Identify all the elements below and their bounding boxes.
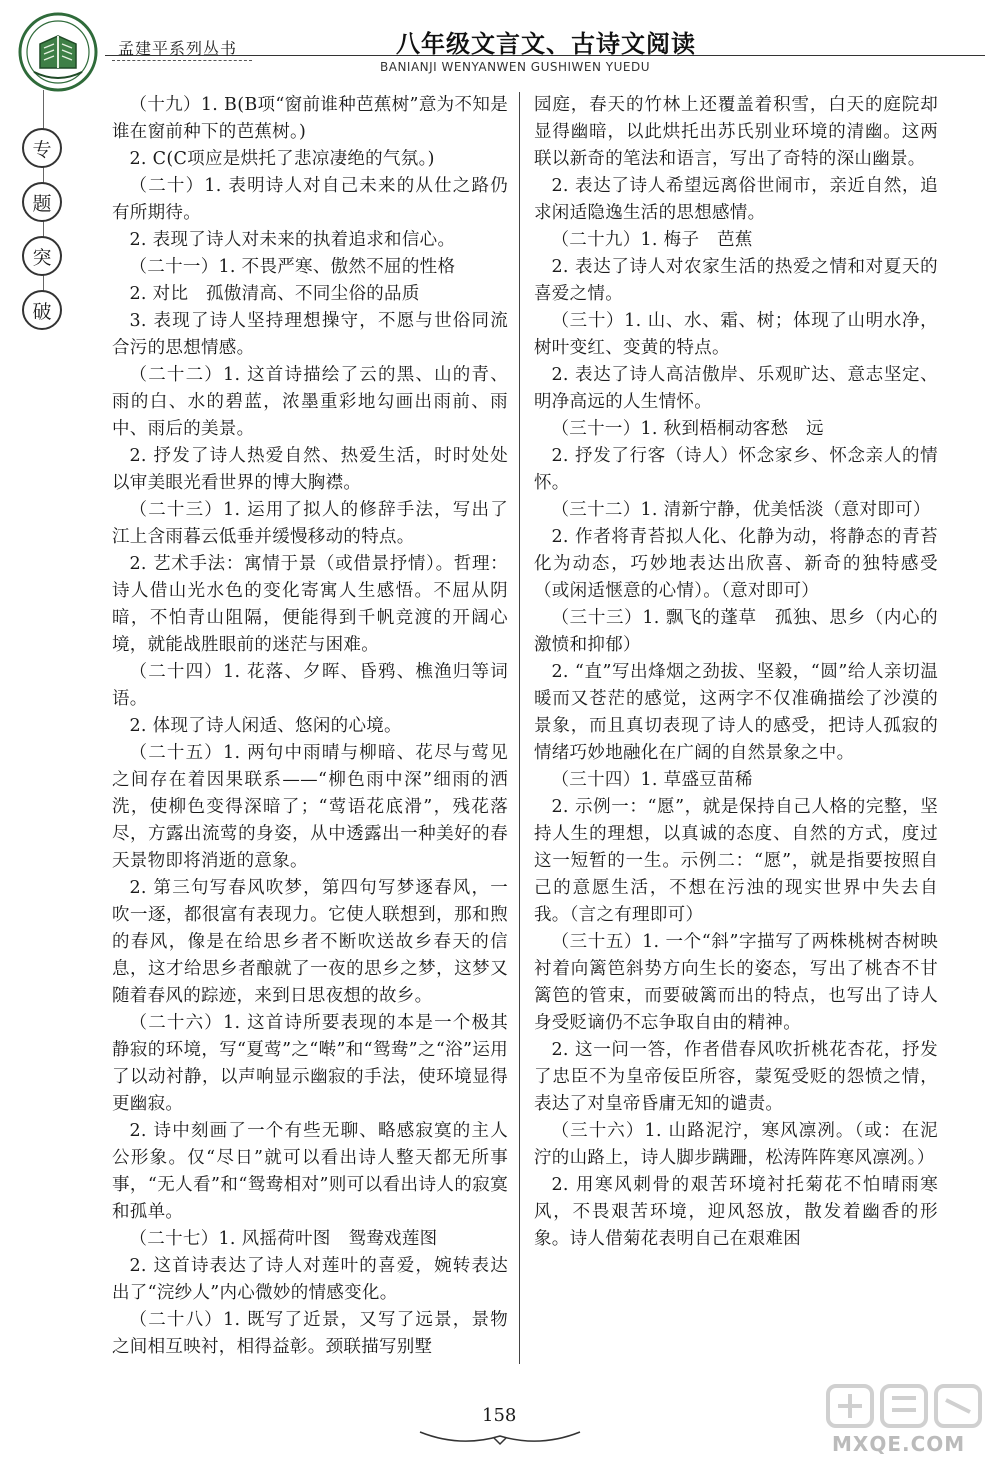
answer-paragraph: （三十二）1. 清新宁静，优美恬淡（意对即可） <box>551 500 931 520</box>
answer-paragraph: （二十八）1. 既写了近景，又写了远景，景物之间相互映衬，相得益彰。颈联描写别墅 <box>112 1310 508 1357</box>
answer-paragraph: （二十）1. 表明诗人对自己未来的从仕之路仍有所期待。 <box>112 176 508 223</box>
answer-paragraph: （二十七）1. 风摇荷叶图 鸳鸯戏莲图 <box>129 1229 438 1249</box>
answer-paragraph: （二十一）1. 不畏严寒、傲然不屈的性格 <box>129 257 456 277</box>
answer-paragraph: 2. 诗中刻画了一个有些无聊、略感寂寞的主人公形象。仅“尽日”就可以看出诗人整天都无所事事，“无人看”和“鸳鸯相对”则可以看出诗人的寂寞和孤单。 <box>112 1121 508 1222</box>
answer-paragraph: （二十四）1. 花落、夕晖、昏鸦、樵渔归等词语。 <box>112 662 508 709</box>
side-tab: 突 <box>22 236 62 276</box>
answer-paragraph: （三十六）1. 山路泥泞，寒风凛冽。（或：在泥泞的山路上，诗人脚步蹒跚，松涛阵阵寒风凛冽。） <box>534 1121 938 1168</box>
answer-paragraph: 2. 示例一：“愿”，就是保持自己人格的完整，坚持人生的理想，以真诚的态度、自然的方式，度过这一短暂的一生。示例二：“愿”，就是指要按照自己的意愿生活，不想在污浊的现实世界中失去自我。（言之有理即可） <box>534 797 938 925</box>
answer-paragraph: 2. C(C项应是烘托了悲凉凄绝的气氛。) <box>129 149 435 169</box>
side-tabs <box>22 128 66 344</box>
answer-paragraph: 2. 表达了诗人希望远离俗世闹市，亲近自然，追求闲适隐逸生活的思想感情。 <box>534 176 938 223</box>
side-tab: 专 <box>22 128 62 168</box>
answer-paragraph: 2. 对比 孤傲清高、不同尘俗的品质 <box>129 284 420 304</box>
answer-paragraph: （三十四）1. 草盛豆苗稀 <box>551 770 753 790</box>
answer-paragraph: 2. 艺术手法：寓情于景（或借景抒情）。哲理：诗人借山光水色的变化寄寓人生感悟。不屈从阴暗，不怕青山阻隔，便能得到千帆竞渡的开阔心境，就能战胜眼前的迷茫与困难。 <box>112 554 508 655</box>
answer-paragraph: （三十五）1. 一个“斜”字描写了两株桃树杏树映衬着向篱笆斜势方向生长的姿态，写出了桃杏不甘篱笆的管束，而要破篱而出的特点，也写出了诗人身受贬谪仍不忘争取自由的精神。 <box>534 932 938 1033</box>
series-underline <box>112 60 252 61</box>
answer-paragraph: 2. 表达了诗人高洁傲岸、乐观旷达、意志坚定、明净高远的人生情怀。 <box>534 365 938 412</box>
answer-paragraph: （十九）1. B(B项“窗前谁种芭蕉树”意为不知是谁在窗前种下的芭蕉树。) <box>112 95 508 142</box>
answer-paragraph: （三十）1. 山、水、霜、树；体现了山明水净，树叶变红、变黄的特点。 <box>534 311 938 358</box>
answer-paragraph: 2. 体现了诗人闲适、悠闲的心境。 <box>129 716 402 736</box>
answer-paragraph: 2. 第三句写春风吹梦，第四句写梦逐春风，一吹一逐，都很富有表现力。它使人联想到，那和煦的春风，像是在给思乡者不断吹送故乡春天的信息，这才给思乡者酿就了一夜的思乡之梦，这梦又随着春风的踪迹，来到日思夜想的故乡。 <box>112 878 508 1006</box>
answer-paragraph: 2. 用寒风刺骨的艰苦环境衬托菊花不怕晴雨寒风，不畏艰苦环境，迎风怒放，散发着幽香的形象。诗人借菊花表明自己在艰难困 <box>534 1175 938 1249</box>
answer-paragraph: 园庭，春天的竹林上还覆盖着积雪，白天的庭院却显得幽暗，以此烘托出苏氏别业环境的清幽。这两联以新奇的笔法和语言，写出了奇特的深山幽景。 <box>534 95 938 169</box>
side-tab: 题 <box>22 182 62 222</box>
answer-column-left <box>112 92 508 1361</box>
series-name: 孟建平系列丛书 <box>118 39 238 58</box>
answer-paragraph: 2. 表现了诗人对未来的执着追求和信心。 <box>129 230 456 250</box>
answer-paragraph: （二十五）1. 两句中雨晴与柳暗、花尽与莺见之间存在着因果联系——“柳色雨中深”细雨的洒洗，使柳色变得深暗了；“莺语花底滑”，残花落尽，方露出流莺的身姿，从中透露出一种美好的春天景物即将消逝的意象。 <box>112 743 508 871</box>
answer-paragraph: （二十二）1. 这首诗描绘了云的黑、山的青、雨的白、水的碧蓝，浓墨重彩地勾画出雨前、雨中、雨后的美景。 <box>112 365 508 439</box>
book-title-pinyin: BANIANJI WENYANWEN GUSHIWEN YUEDU <box>380 60 650 74</box>
answer-column-right <box>534 92 938 1253</box>
watermark-text: MXQE.COM <box>832 1432 966 1456</box>
answer-paragraph: 2. 抒发了诗人热爱自然、热爱生活，时时处处以审美眼光看世界的博大胸襟。 <box>112 446 508 493</box>
book-emblem-icon <box>16 10 100 94</box>
answer-paragraph: 2. 作者将青苔拟人化、化静为动，将静态的青苔化为动态，巧妙地表达出欣喜、新奇的独特感受（或闲适惬意的心情）。（意对即可） <box>534 527 938 601</box>
column-divider <box>519 92 520 1364</box>
answer-paragraph: 2. 这首诗表达了诗人对莲叶的喜爱，婉转表达出了“浣纱人”内心微妙的情感变化。 <box>112 1256 508 1303</box>
answer-paragraph: （三十三）1. 飘飞的蓬草 孤独、思乡（内心的激愤和抑郁） <box>534 608 938 655</box>
answer-paragraph: 3. 表现了诗人坚持理想操守，不愿与世俗同流合污的思想情感。 <box>112 311 508 358</box>
answer-paragraph: 2. “直”写出烽烟之劲拔、坚毅，“圆”给人亲切温暖而又苍茫的感觉，这两字不仅准确描绘了沙漠的景象，而且真切表现了诗人的感受，把诗人孤寂的情绪巧妙地融化在广阔的自然景象之中。 <box>534 662 938 763</box>
answer-paragraph: 2. 表达了诗人对农家生活的热爱之情和对夏天的喜爱之情。 <box>534 257 938 304</box>
answer-paragraph: （二十三）1. 运用了拟人的修辞手法，写出了江上含雨暮云低垂并缓慢移动的特点。 <box>112 500 508 547</box>
answer-paragraph: （二十六）1. 这首诗所要表现的本是一个极其静寂的环境，写“夏莺”之“啭”和“鸳鸯”之“浴”运用了以动衬静，以声响显示幽寂的手法，使环境显得更幽寂。 <box>112 1013 508 1114</box>
book-title: 八年级文言文、古诗文阅读 <box>396 29 696 58</box>
page-number: 158 <box>482 1405 517 1426</box>
side-tab: 破 <box>22 290 62 330</box>
answer-paragraph: （二十九）1. 梅子 芭蕉 <box>551 230 753 250</box>
answer-paragraph: 2. 这一问一答，作者借春风吹折桃花杏花，抒发了忠臣不为皇帝佞臣所容，蒙冤受贬的怨愤之情，表达了对皇帝昏庸无知的谴责。 <box>534 1040 938 1114</box>
answer-paragraph: （三十一）1. 秋到梧桐动客愁 远 <box>551 419 824 439</box>
answer-paragraph: 2. 抒发了行客（诗人）怀念家乡、怀念亲人的情怀。 <box>534 446 938 493</box>
page-header <box>0 0 1000 88</box>
page-ornament-icon <box>410 1426 590 1450</box>
